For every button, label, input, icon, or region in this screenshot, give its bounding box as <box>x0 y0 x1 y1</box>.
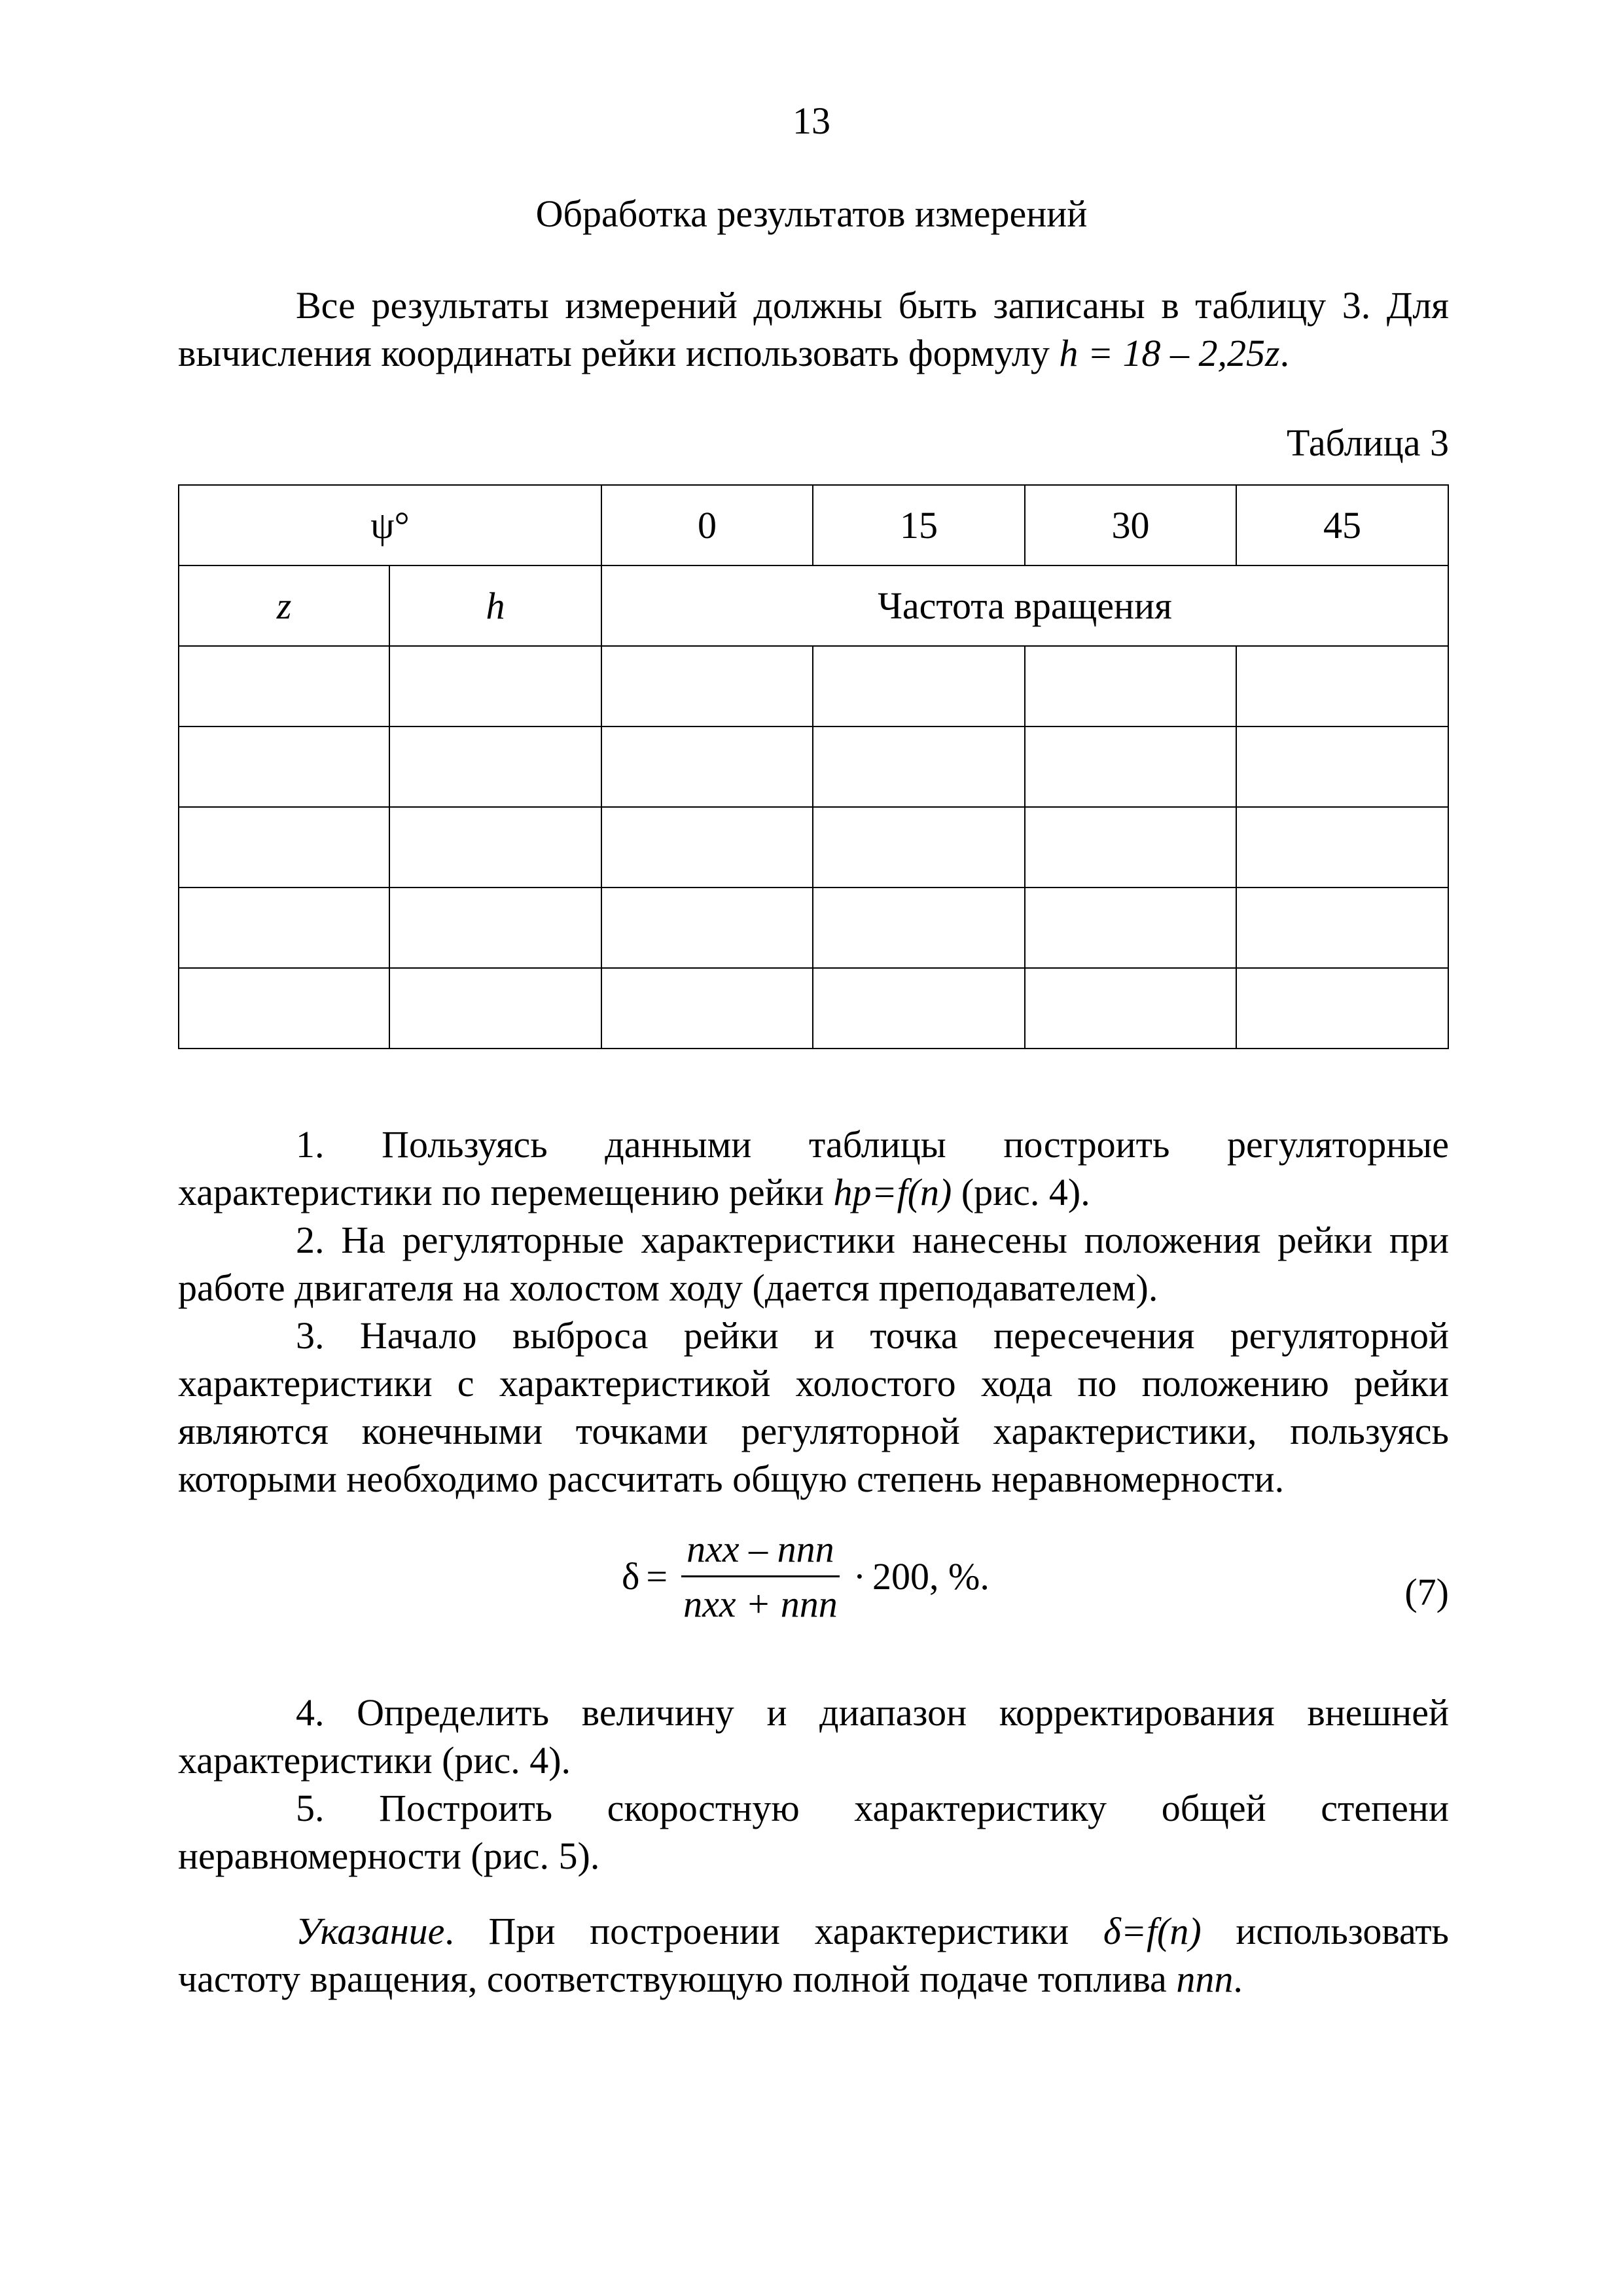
table-row <box>179 807 1448 888</box>
table-cell <box>389 968 601 1049</box>
table-cell <box>813 888 1025 968</box>
note-label: Указание <box>296 1910 445 1952</box>
table-cell <box>601 807 813 888</box>
h-header: h <box>389 565 601 646</box>
z-header: z <box>179 565 389 646</box>
table-cell <box>179 807 389 888</box>
table-cell <box>389 726 601 807</box>
table-cell <box>601 646 813 726</box>
table-cell <box>1025 726 1236 807</box>
table-cell <box>1025 968 1236 1049</box>
list-item: 5. Построить скоростную характеристику общей степени неравномерности (рис. 5). <box>178 1787 1449 1877</box>
list-item: 2. На регуляторные характеристики нанесены положения рейки при работе двигателя на холостом ходу (дается преподавателем). <box>178 1219 1449 1309</box>
table-cell <box>389 807 601 888</box>
table-cell <box>601 968 813 1049</box>
table-cell <box>389 646 601 726</box>
results-table <box>178 484 1449 1049</box>
formula-lhs: δ <box>622 1555 640 1598</box>
instructions-list-2 <box>178 1689 1449 1880</box>
instructions-list <box>178 1121 1449 1503</box>
note-paragraph: Указание. При построении характеристики δ=f(n) использовать частоту вращения, соответствующую полной подаче топлива nпп. <box>178 1910 1450 2000</box>
table-cell <box>1236 888 1448 968</box>
list-item: 1. Пользуясь данными таблицы построить регуляторные характеристики по перемещению рейки hр=f(n) (рис. 4). <box>178 1123 1449 1213</box>
table-cell <box>813 646 1025 726</box>
page-number: 13 <box>793 99 830 142</box>
table-cell <box>1236 807 1448 888</box>
table-row <box>179 565 1448 646</box>
table-cell <box>1236 968 1448 1049</box>
table-row <box>179 968 1448 1049</box>
angle-45: 45 <box>1236 485 1448 565</box>
table-cell <box>1025 888 1236 968</box>
table-cell <box>601 888 813 968</box>
list-item: 3. Начало выброса рейки и точка пересечения регуляторной характеристики с характеристикой холостого хода по положению рейки являются конечными точками регуляторной характеристики, пользуясь которыми необходимо рассчитать общую степень неравномерности. <box>178 1314 1449 1500</box>
table-row <box>179 888 1448 968</box>
formula-tail: 200, %. <box>872 1555 990 1598</box>
table-cell <box>179 646 389 726</box>
table-cell <box>1236 646 1448 726</box>
angle-15: 15 <box>813 485 1025 565</box>
regulator-formula: hр=f(n) <box>833 1171 952 1213</box>
table-cell <box>179 726 389 807</box>
table-cell <box>389 888 601 968</box>
intro-text-end: . <box>1279 332 1290 374</box>
list-item: 4. Определить величину и диапазон корректирования внешней характеристики (рис. 4). <box>178 1691 1449 1782</box>
psi-header: ψ° <box>179 485 601 565</box>
table-cell <box>813 726 1025 807</box>
table-cell <box>601 726 813 807</box>
formula-numerator: nхх – nпп <box>687 1528 834 1570</box>
table-cell <box>1236 726 1448 807</box>
delta-formula: δ=f(n) <box>1103 1910 1202 1952</box>
formula-fraction <box>678 1525 843 1628</box>
formula-denominator: nхх + nпп <box>683 1583 838 1625</box>
formula-7: δ = $\frac{\text{nхх – nпп}}{\text{nхх + nпп}}$ · 200, %. (7) <box>0 1525 1623 1662</box>
formula-number: (7) <box>1404 1571 1449 1613</box>
table-cell <box>1025 646 1236 726</box>
table-row <box>179 485 1448 565</box>
angle-0: 0 <box>601 485 813 565</box>
table-cell <box>179 888 389 968</box>
speed-header: Частота вращения <box>601 565 1448 646</box>
angle-30: 30 <box>1025 485 1236 565</box>
table-cell <box>1025 807 1236 888</box>
coordinate-formula: h = 18 – 2,25z <box>1059 332 1280 374</box>
table-cell <box>813 807 1025 888</box>
intro-text: Все результаты измерений должны быть записаны в таблицу 3. Для вычисления координаты рейки использовать формулу <box>178 284 1449 374</box>
table-caption: Таблица 3 <box>1286 422 1449 464</box>
table-row <box>179 646 1448 726</box>
table-row <box>179 726 1448 807</box>
intro-paragraph <box>178 281 1449 377</box>
table-cell <box>813 968 1025 1049</box>
section-title: Обработка результатов измерений <box>535 192 1088 235</box>
full-feed-symbol: nпп <box>1176 1958 1234 2000</box>
table-cell <box>179 968 389 1049</box>
